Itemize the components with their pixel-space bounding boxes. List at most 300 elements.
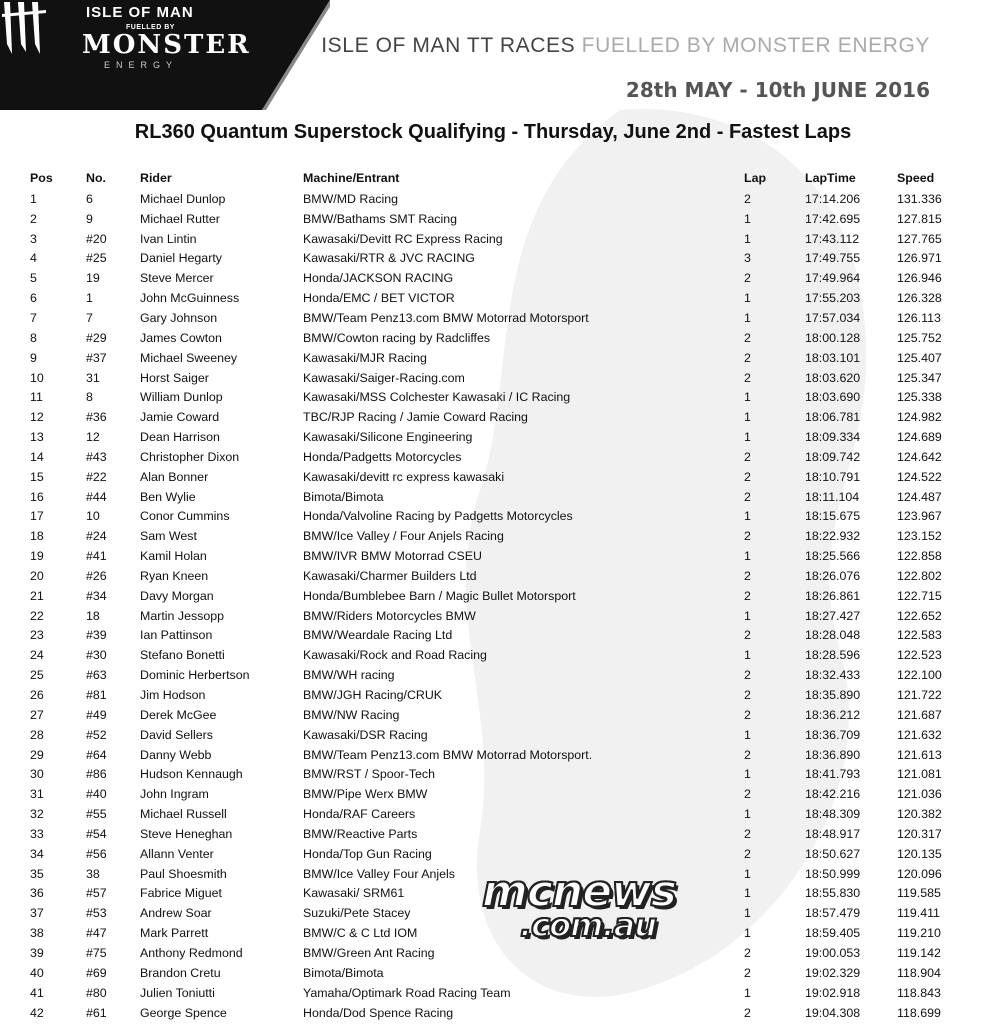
cell-lap: 1 <box>744 310 751 325</box>
cell-machine: Honda/Top Gun Racing <box>303 846 432 861</box>
event-title-sub: FUELLED BY MONSTER ENERGY <box>581 34 930 57</box>
cell-rider: Michael Russell <box>140 807 227 822</box>
table-row <box>30 546 950 566</box>
cell-speed: 118.904 <box>897 965 941 980</box>
cell-rider: Sam West <box>140 529 197 544</box>
table-row <box>30 745 950 765</box>
cell-machine: BMW/Reactive Parts <box>303 826 418 841</box>
table-row <box>30 209 950 229</box>
cell-no: #55 <box>86 807 107 822</box>
cell-machine: BMW/JGH Racing/CRUK <box>303 688 443 703</box>
table-row <box>30 626 950 646</box>
cell-laptime: 17:57.034 <box>805 310 861 325</box>
cell-machine: BMW/NW Racing <box>303 707 400 722</box>
cell-speed: 122.100 <box>897 668 942 683</box>
cell-rider: Mark Parrett <box>140 926 209 941</box>
cell-speed: 124.522 <box>897 469 942 484</box>
cell-pos: 28 <box>30 727 44 742</box>
cell-rider: Hudson Kennaugh <box>140 767 243 782</box>
event-dates: 28th MAY - 10th JUNE 2016 <box>625 78 930 102</box>
table-row <box>30 645 950 665</box>
cell-pos: 18 <box>30 529 44 544</box>
cell-rider: Steve Mercer <box>140 271 214 286</box>
table-row <box>30 268 950 288</box>
cell-rider: Ian Pattinson <box>140 628 213 643</box>
cell-rider: Davy Morgan <box>140 588 214 603</box>
cell-rider: Steve Heneghan <box>140 826 233 841</box>
cell-speed: 126.328 <box>897 291 942 306</box>
cell-speed: 125.338 <box>897 390 942 405</box>
table-row <box>30 824 950 844</box>
cell-laptime: 17:14.206 <box>805 191 861 206</box>
cell-lap: 1 <box>744 807 751 822</box>
table-row <box>30 1003 950 1023</box>
cell-pos: 26 <box>30 688 44 703</box>
cell-speed: 121.687 <box>897 707 942 722</box>
cell-no: #54 <box>86 826 107 841</box>
cell-laptime: 18:55.830 <box>805 886 861 901</box>
cell-lap: 2 <box>744 826 751 841</box>
cell-speed: 125.407 <box>897 350 942 365</box>
cell-pos: 37 <box>30 906 44 921</box>
cell-no: #25 <box>86 251 107 266</box>
monster-logo <box>0 0 330 110</box>
cell-rider: Gary Johnson <box>140 310 218 325</box>
cell-rider: Ben Wylie <box>140 489 196 504</box>
cell-laptime: 18:03.620 <box>805 370 861 385</box>
cell-machine: BMW/Team Penz13.com BMW Motorrad Motorsport. <box>303 747 593 762</box>
cell-pos: 15 <box>30 469 44 484</box>
cell-speed: 122.523 <box>897 648 942 663</box>
cell-machine: Honda/RAF Careers <box>303 807 416 822</box>
cell-laptime: 18:25.566 <box>805 549 861 564</box>
cell-machine: Bimota/Bimota <box>303 965 384 980</box>
cell-rider: William Dunlop <box>140 390 223 405</box>
event-title-main: ISLE OF MAN TT RACES <box>321 34 576 57</box>
cell-laptime: 18:36.212 <box>805 707 861 722</box>
cell-laptime: 19:02.329 <box>805 965 861 980</box>
cell-laptime: 18:28.596 <box>805 648 861 663</box>
cell-lap: 2 <box>744 350 751 365</box>
cell-rider: Martin Jessopp <box>140 608 225 623</box>
cell-speed: 118.843 <box>897 985 941 1000</box>
cell-pos: 23 <box>30 628 44 643</box>
cell-laptime: 18:32.433 <box>805 668 861 683</box>
cell-pos: 30 <box>30 767 44 782</box>
cell-speed: 123.152 <box>897 529 942 544</box>
cell-no: 31 <box>86 370 100 385</box>
cell-lap: 2 <box>744 469 751 484</box>
cell-machine: BMW/IVR BMW Motorrad CSEU <box>303 549 482 564</box>
cell-laptime: 17:49.964 <box>805 271 861 286</box>
cell-speed: 122.802 <box>897 568 942 583</box>
cell-lap: 1 <box>744 291 751 306</box>
cell-pos: 7 <box>30 310 37 325</box>
cell-speed: 119.411 <box>897 906 940 921</box>
column-header-speed: Speed <box>897 171 935 185</box>
cell-pos: 14 <box>30 449 44 464</box>
cell-laptime: 17:43.112 <box>805 231 860 246</box>
cell-laptime: 18:09.742 <box>805 449 861 464</box>
table-row <box>30 963 950 983</box>
cell-machine: BMW/WH racing <box>303 668 395 683</box>
cell-lap: 2 <box>744 1005 751 1020</box>
cell-lap: 2 <box>744 965 751 980</box>
cell-speed: 131.336 <box>897 191 942 206</box>
table-row <box>30 804 950 824</box>
cell-laptime: 18:50.999 <box>805 866 861 881</box>
table-header-row <box>30 167 950 189</box>
cell-pos: 5 <box>30 271 37 286</box>
cell-laptime: 18:41.793 <box>805 767 861 782</box>
cell-lap: 2 <box>744 707 751 722</box>
table-row <box>30 983 950 1003</box>
cell-speed: 124.487 <box>897 489 942 504</box>
cell-rider: Conor Cummins <box>140 509 230 524</box>
column-header-pos: Pos <box>30 171 53 185</box>
cell-rider: Ryan Kneen <box>140 568 209 583</box>
cell-machine: Kawasaki/MSS Colchester Kawasaki / IC Racing <box>303 390 571 405</box>
cell-no: #24 <box>86 529 107 544</box>
cell-lap: 2 <box>744 588 751 603</box>
cell-rider: Ivan Lintin <box>140 231 197 246</box>
cell-pos: 31 <box>30 787 44 802</box>
cell-no: #36 <box>86 410 107 425</box>
cell-speed: 124.689 <box>897 430 942 445</box>
table-row <box>30 189 950 209</box>
table-row <box>30 764 950 784</box>
cell-pos: 3 <box>30 231 37 246</box>
cell-laptime: 18:10.791 <box>805 469 861 484</box>
table-row <box>30 943 950 963</box>
cell-pos: 17 <box>30 509 44 524</box>
cell-no: 38 <box>86 866 100 881</box>
cell-speed: 122.583 <box>897 628 942 643</box>
cell-lap: 2 <box>744 529 751 544</box>
cell-lap: 1 <box>744 985 751 1000</box>
cell-rider: Paul Shoesmith <box>140 866 227 881</box>
cell-machine: BMW/RST / Spoor-Tech <box>303 767 435 782</box>
cell-speed: 124.642 <box>897 449 942 464</box>
cell-machine: BMW/Bathams SMT Racing <box>303 211 458 226</box>
cell-machine: Honda/JACKSON RACING <box>303 271 454 286</box>
table-row <box>30 705 950 725</box>
cell-pos: 20 <box>30 568 44 583</box>
cell-machine: Kawasaki/Silicone Engineering <box>303 430 473 445</box>
cell-rider: Jamie Coward <box>140 410 220 425</box>
cell-machine: BMW/Team Penz13.com BMW Motorrad Motorsport <box>303 310 589 325</box>
cell-no: #39 <box>86 628 107 643</box>
cell-laptime: 19:00.053 <box>805 945 861 960</box>
cell-speed: 119.585 <box>897 886 941 901</box>
cell-lap: 2 <box>744 568 751 583</box>
cell-no: 18 <box>86 608 100 623</box>
column-header-laptime: LapTime <box>805 171 856 185</box>
cell-laptime: 18:03.101 <box>805 350 861 365</box>
cell-speed: 126.946 <box>897 271 942 286</box>
cell-no: #49 <box>86 707 107 722</box>
cell-pos: 19 <box>30 549 44 564</box>
cell-pos: 9 <box>30 350 37 365</box>
cell-machine: Kawasaki/devitt rc express kawasaki <box>303 469 505 484</box>
cell-lap: 2 <box>744 271 751 286</box>
table-row <box>30 665 950 685</box>
cell-rider: James Cowton <box>140 330 222 345</box>
cell-lap: 1 <box>744 866 751 881</box>
cell-machine: BMW/Riders Motorcycles BMW <box>303 608 476 623</box>
table-row <box>30 586 950 606</box>
cell-lap: 2 <box>744 489 751 504</box>
cell-lap: 1 <box>744 648 751 663</box>
cell-no: #61 <box>86 1005 107 1020</box>
table-row <box>30 487 950 507</box>
cell-machine: Kawasaki/RTR & JVC RACING <box>303 251 475 266</box>
table-row <box>30 844 950 864</box>
cell-machine: Kawasaki/Devitt RC Express Racing <box>303 231 503 246</box>
table-row <box>30 784 950 804</box>
cell-rider: Dominic Herbertson <box>140 668 250 683</box>
logo-isle-of-man-text: ISLE OF MAN <box>86 4 194 21</box>
cell-pos: 39 <box>30 945 44 960</box>
cell-machine: Suzuki/Pete Stacey <box>303 906 411 921</box>
cell-speed: 127.815 <box>897 211 942 226</box>
cell-speed: 125.752 <box>897 330 942 345</box>
cell-no: #44 <box>86 489 107 504</box>
table-row <box>30 507 950 527</box>
cell-rider: Stefano Bonetti <box>140 648 225 663</box>
table-row <box>30 249 950 269</box>
cell-speed: 121.036 <box>897 787 942 802</box>
cell-rider: Christopher Dixon <box>140 449 240 464</box>
cell-no: #53 <box>86 906 107 921</box>
cell-machine: BMW/Green Ant Racing <box>303 945 435 960</box>
cell-machine: BMW/C & C Ltd IOM <box>303 926 418 941</box>
cell-pos: 29 <box>30 747 44 762</box>
cell-no: #86 <box>86 767 107 782</box>
cell-no: #34 <box>86 588 107 603</box>
cell-laptime: 17:55.203 <box>805 291 861 306</box>
logo-brand-text: MONSTER <box>82 30 251 60</box>
cell-lap: 1 <box>744 430 751 445</box>
cell-no: 6 <box>86 191 93 206</box>
cell-no: #22 <box>86 469 107 484</box>
cell-no: #41 <box>86 549 107 564</box>
cell-laptime: 18:06.781 <box>805 410 861 425</box>
cell-pos: 2 <box>30 211 37 226</box>
column-header-machine: Machine/Entrant <box>303 171 400 185</box>
cell-laptime: 18:42.216 <box>805 787 861 802</box>
cell-no: 12 <box>86 430 100 445</box>
cell-machine: Kawasaki/Saiger-Racing.com <box>303 370 465 385</box>
cell-pos: 1 <box>30 191 37 206</box>
cell-machine: Honda/Dod Spence Racing <box>303 1005 454 1020</box>
cell-laptime: 17:42.695 <box>805 211 861 226</box>
cell-rider: Fabrice Miguet <box>140 886 222 901</box>
cell-pos: 6 <box>30 291 37 306</box>
table-row <box>30 725 950 745</box>
cell-lap: 1 <box>744 549 751 564</box>
column-header-rider: Rider <box>140 171 172 185</box>
cell-machine: Honda/Valvoline Racing by Padgetts Motorcycles <box>303 509 573 524</box>
cell-pos: 36 <box>30 886 44 901</box>
cell-rider: Kamil Holan <box>140 549 207 564</box>
cell-speed: 124.982 <box>897 410 942 425</box>
cell-no: #81 <box>86 688 107 703</box>
cell-laptime: 18:35.890 <box>805 688 861 703</box>
cell-speed: 123.967 <box>897 509 942 524</box>
cell-rider: Julien Toniutti <box>140 985 215 1000</box>
cell-pos: 35 <box>30 866 44 881</box>
mcnews-watermark-line1: mcnews <box>482 866 676 917</box>
cell-lap: 2 <box>744 846 751 861</box>
cell-speed: 122.652 <box>897 608 942 623</box>
column-header-lap: Lap <box>744 171 767 185</box>
cell-speed: 120.317 <box>897 826 942 841</box>
cell-machine: Honda/Bumblebee Barn / Magic Bullet Motorsport <box>303 588 576 603</box>
cell-machine: Kawasaki/MJR Racing <box>303 350 427 365</box>
table-row <box>30 526 950 546</box>
cell-pos: 22 <box>30 608 44 623</box>
table-row <box>30 566 950 586</box>
cell-no: #80 <box>86 985 107 1000</box>
cell-rider: Allann Venter <box>140 846 214 861</box>
cell-machine: TBC/RJP Racing / Jamie Coward Racing <box>303 410 528 425</box>
cell-machine: BMW/Pipe Werx BMW <box>303 787 428 802</box>
cell-laptime: 19:04.308 <box>805 1005 861 1020</box>
cell-speed: 122.858 <box>897 549 942 564</box>
cell-rider: Michael Sweeney <box>140 350 238 365</box>
cell-lap: 1 <box>744 410 751 425</box>
cell-machine: Kawasaki/ SRM61 <box>303 886 405 901</box>
cell-speed: 120.096 <box>897 866 942 881</box>
cell-no: #47 <box>86 926 107 941</box>
cell-speed: 122.715 <box>897 588 942 603</box>
cell-rider: Jim Hodson <box>140 688 206 703</box>
cell-speed: 121.722 <box>897 688 942 703</box>
table-row <box>30 685 950 705</box>
session-title: RL360 Quantum Superstock Qualifying - Thursday, June 2nd - Fastest Laps <box>134 121 852 143</box>
cell-lap: 2 <box>744 945 751 960</box>
cell-no: 9 <box>86 211 93 226</box>
cell-no: #69 <box>86 965 107 980</box>
cell-speed: 121.081 <box>897 767 942 782</box>
cell-machine: Kawasaki/DSR Racing <box>303 727 428 742</box>
cell-laptime: 17:49.755 <box>805 251 861 266</box>
cell-laptime: 18:26.076 <box>805 568 861 583</box>
table-row <box>30 467 950 487</box>
cell-pos: 21 <box>30 588 44 603</box>
cell-machine: Honda/Padgetts Motorcycles <box>303 449 462 464</box>
cell-laptime: 18:03.690 <box>805 390 861 405</box>
cell-no: #37 <box>86 350 107 365</box>
cell-laptime: 19:02.918 <box>805 985 861 1000</box>
cell-laptime: 18:15.675 <box>805 509 861 524</box>
table-row <box>30 229 950 249</box>
cell-pos: 25 <box>30 668 44 683</box>
table-row <box>30 427 950 447</box>
cell-laptime: 18:26.861 <box>805 588 861 603</box>
cell-no: #56 <box>86 846 107 861</box>
mcnews-watermark-logo <box>478 862 688 944</box>
cell-machine: Yamaha/Optimark Road Racing Team <box>303 985 511 1000</box>
cell-pos: 10 <box>30 370 44 385</box>
cell-lap: 2 <box>744 330 751 345</box>
cell-speed: 127.765 <box>897 231 942 246</box>
cell-pos: 42 <box>30 1005 44 1020</box>
cell-machine: BMW/Ice Valley Four Anjels <box>303 866 455 881</box>
cell-no: #26 <box>86 568 107 583</box>
cell-machine: BMW/Weardale Racing Ltd <box>303 628 453 643</box>
cell-pos: 11 <box>30 390 43 405</box>
logo-fuelled-by-text: FUELLED BY <box>126 24 175 31</box>
cell-speed: 125.347 <box>897 370 942 385</box>
cell-laptime: 18:09.334 <box>805 430 861 445</box>
logo-energy-text: ENERGY <box>104 60 179 70</box>
cell-no: #75 <box>86 945 107 960</box>
cell-no: #57 <box>86 886 107 901</box>
cell-laptime: 18:00.128 <box>805 330 861 345</box>
cell-no: #64 <box>86 747 107 762</box>
cell-lap: 1 <box>744 727 751 742</box>
cell-no: #63 <box>86 668 107 683</box>
cell-speed: 120.382 <box>897 807 942 822</box>
cell-no: 19 <box>86 271 100 286</box>
cell-no: 1 <box>86 291 93 306</box>
cell-laptime: 18:11.104 <box>805 489 860 504</box>
cell-lap: 1 <box>744 509 751 524</box>
table-row <box>30 407 950 427</box>
cell-machine: Honda/EMC / BET VICTOR <box>303 291 455 306</box>
column-header-no: No. <box>86 171 106 185</box>
cell-pos: 4 <box>30 251 37 266</box>
cell-laptime: 18:22.932 <box>805 529 861 544</box>
cell-pos: 16 <box>30 489 44 504</box>
cell-lap: 1 <box>744 211 751 226</box>
cell-rider: John Ingram <box>140 787 209 802</box>
cell-speed: 126.971 <box>897 251 942 266</box>
cell-rider: John McGuinness <box>140 291 240 306</box>
cell-laptime: 18:59.405 <box>805 926 861 941</box>
cell-pos: 13 <box>30 430 44 445</box>
cell-pos: 24 <box>30 648 44 663</box>
table-row <box>30 368 950 388</box>
cell-rider: Derek McGee <box>140 707 217 722</box>
cell-no: #43 <box>86 449 107 464</box>
cell-laptime: 18:50.627 <box>805 846 861 861</box>
cell-no: #29 <box>86 330 107 345</box>
cell-laptime: 18:36.890 <box>805 747 861 762</box>
cell-no: 8 <box>86 390 93 405</box>
cell-lap: 2 <box>744 747 751 762</box>
cell-speed: 119.210 <box>897 926 941 941</box>
cell-machine: BMW/MD Racing <box>303 191 399 206</box>
cell-lap: 2 <box>744 688 751 703</box>
cell-laptime: 18:28.048 <box>805 628 861 643</box>
cell-speed: 121.613 <box>897 747 942 762</box>
cell-lap: 1 <box>744 231 751 246</box>
cell-lap: 2 <box>744 787 751 802</box>
cell-laptime: 18:48.309 <box>805 807 861 822</box>
cell-lap: 1 <box>744 767 751 782</box>
cell-no: 10 <box>86 509 100 524</box>
cell-lap: 2 <box>744 449 751 464</box>
cell-machine: BMW/Cowton racing by Radcliffes <box>303 330 491 345</box>
cell-lap: 2 <box>744 370 751 385</box>
cell-pos: 41 <box>30 985 44 1000</box>
cell-laptime: 18:48.917 <box>805 826 861 841</box>
cell-pos: 12 <box>30 410 44 425</box>
cell-machine: Kawasaki/Charmer Builders Ltd <box>303 568 477 583</box>
